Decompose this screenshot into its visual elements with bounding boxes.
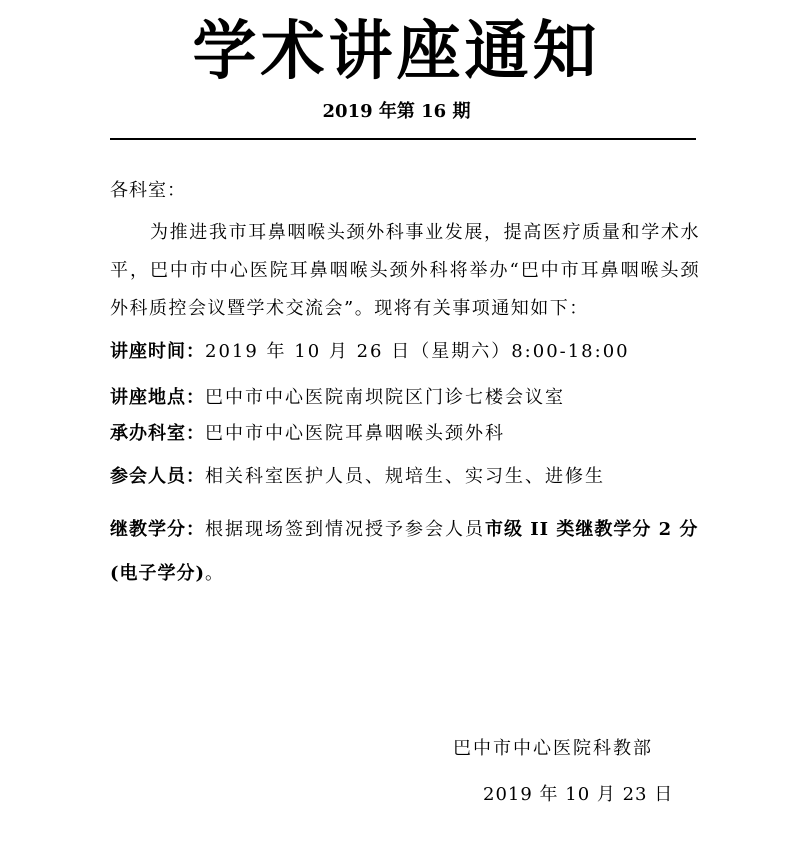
organizer-label: 承办科室： [110, 423, 205, 444]
lecture-time-value: 2019 年 10 月 26 日（星期六）8:00-18:00 [205, 341, 630, 362]
attendees-label: 参会人员： [110, 466, 205, 487]
lecture-location-value: 巴中市中心医院南坝院区门诊七楼会议室 [205, 387, 565, 408]
credit-end: 。 [205, 563, 225, 584]
intro-paragraph: 为推进我市耳鼻咽喉头颈外科事业发展，提高医疗质量和学术水平，巴中市中心医院耳鼻咽喉头颈外科将举办“巴中市耳鼻咽喉头颈外科质控会议暨学术交流会”。现将有关事项通知如下： [110, 222, 700, 319]
issue-number: 2019 年第 16 期 [322, 101, 471, 122]
attendees-value: 相关科室医护人员、规培生、实习生、进修生 [205, 466, 605, 487]
attendees [110, 464, 605, 490]
lecture-location-label: 讲座地点： [110, 387, 205, 408]
credit-text: 根据现场签到情况授予参会人员 [205, 519, 485, 540]
continuing-education-credit [110, 508, 704, 596]
lecture-time-label: 讲座时间： [110, 341, 205, 362]
notice-title: 学术讲座通知 [192, 14, 601, 89]
organizer [110, 421, 505, 447]
salutation: 各科室： [110, 180, 186, 201]
header-divider [110, 138, 696, 140]
issue-date: 2019 年 10 月 23 日 [483, 784, 674, 805]
issuer-signature: 巴中市中心医院科教部 [453, 738, 653, 759]
organizer-value: 巴中市中心医院耳鼻咽喉头颈外科 [205, 423, 505, 444]
credit-emphasis: 市级 II 类继教学分 2 分(电子学分) [110, 519, 699, 584]
lecture-time [110, 339, 630, 365]
credit-label: 继教学分： [110, 519, 205, 540]
lecture-location [110, 385, 565, 411]
